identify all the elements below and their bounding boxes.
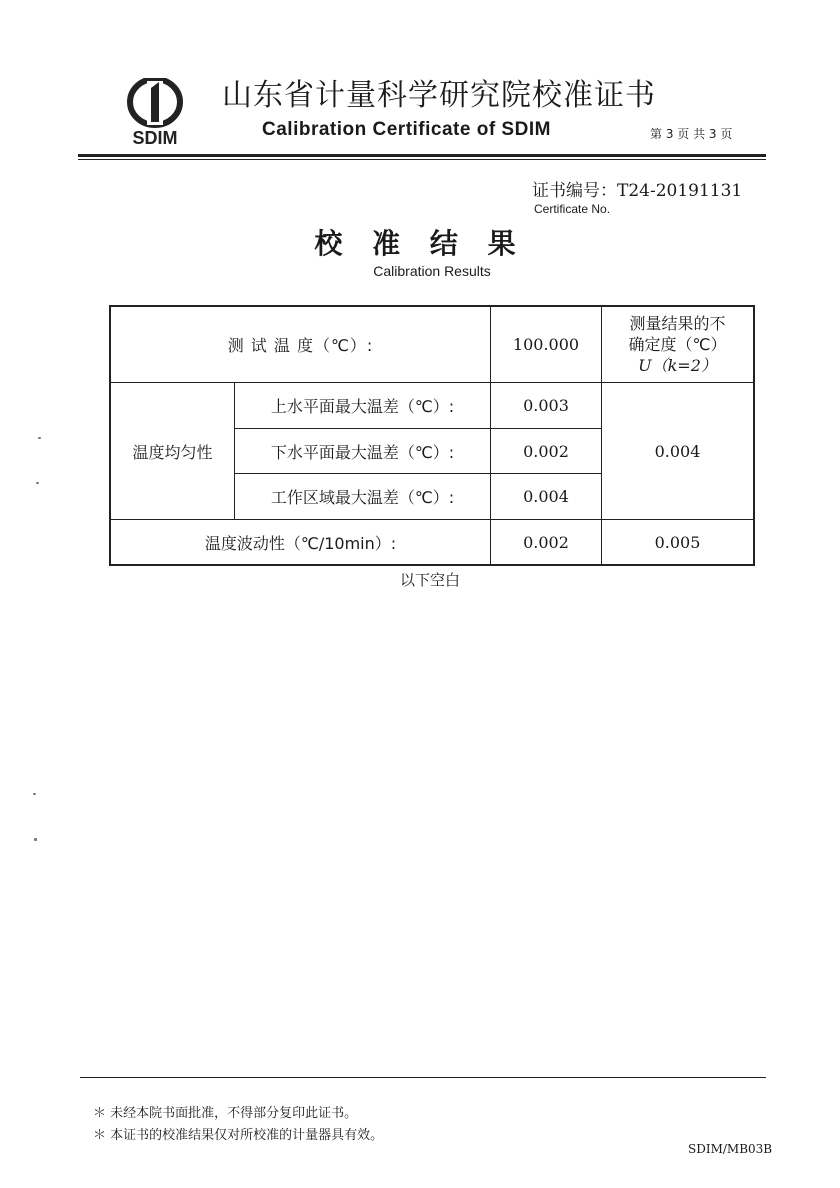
section-subtitle: Calibration Results [373,263,491,279]
uncertainty-header-line3: U（k=2） [638,356,717,375]
title-chinese: 山东省计量科学研究院校准证书 [222,78,656,113]
certificate-number-line [532,176,742,201]
table-row-label: 下水平面最大温差（℃）: [270,442,455,462]
table-row-value: 0.004 [523,487,569,506]
scan-speck [38,437,41,439]
scan-speck [36,482,39,484]
footer-rule [80,1077,766,1078]
sdim-logo [122,78,188,148]
uncertainty-header-line1: 测量结果的不 [629,314,726,333]
blank-below-note: 以下空白 [400,571,461,589]
table-row-value: 0.003 [523,396,569,415]
svg-text:SDIM: SDIM [132,128,178,148]
footnote-validity: ＊ 本证书的校准结果仅对所校准的计量器具有效。 [93,1128,384,1143]
page-info: 第 3 页 共 3 页 [650,127,733,141]
header-rule-thin [78,159,766,160]
footnote-copy-restriction: ＊ 未经本院书面批准，不得部分复印此证书。 [93,1106,358,1121]
uncertainty-header [602,307,753,382]
fluctuation-value: 0.002 [523,532,569,552]
scan-speck [34,838,37,841]
results-table [109,305,755,566]
form-code: SDIM/MB03B [688,1142,773,1156]
section-title: 校 准 结 果 [314,227,526,260]
test-temperature-value: 100.000 [512,335,580,354]
uniformity-uncertainty: 0.004 [654,441,701,461]
title-english: Calibration Certificate of SDIM [262,119,551,140]
scan-speck [33,793,36,795]
table-row-label: 上水平面最大温差（℃）: [270,397,455,416]
certificate-number: T24-20191131 [617,181,743,201]
test-temperature-label: 测 试 温 度（℃）: [227,336,374,355]
uniformity-label: 温度均匀性 [132,442,213,462]
table-row-value: 0.002 [523,441,569,461]
uncertainty-header-line2: 确定度（℃） [628,335,727,354]
table-row-label: 工作区域最大温差（℃）: [270,488,455,507]
certificate-label: 证书编号： [532,181,617,201]
fluctuation-label: 温度波动性（℃/10min）: [204,533,397,553]
header-rule-thick [78,154,766,157]
certificate-label-english: Certificate No. [534,202,611,216]
fluctuation-uncertainty: 0.005 [654,532,701,552]
